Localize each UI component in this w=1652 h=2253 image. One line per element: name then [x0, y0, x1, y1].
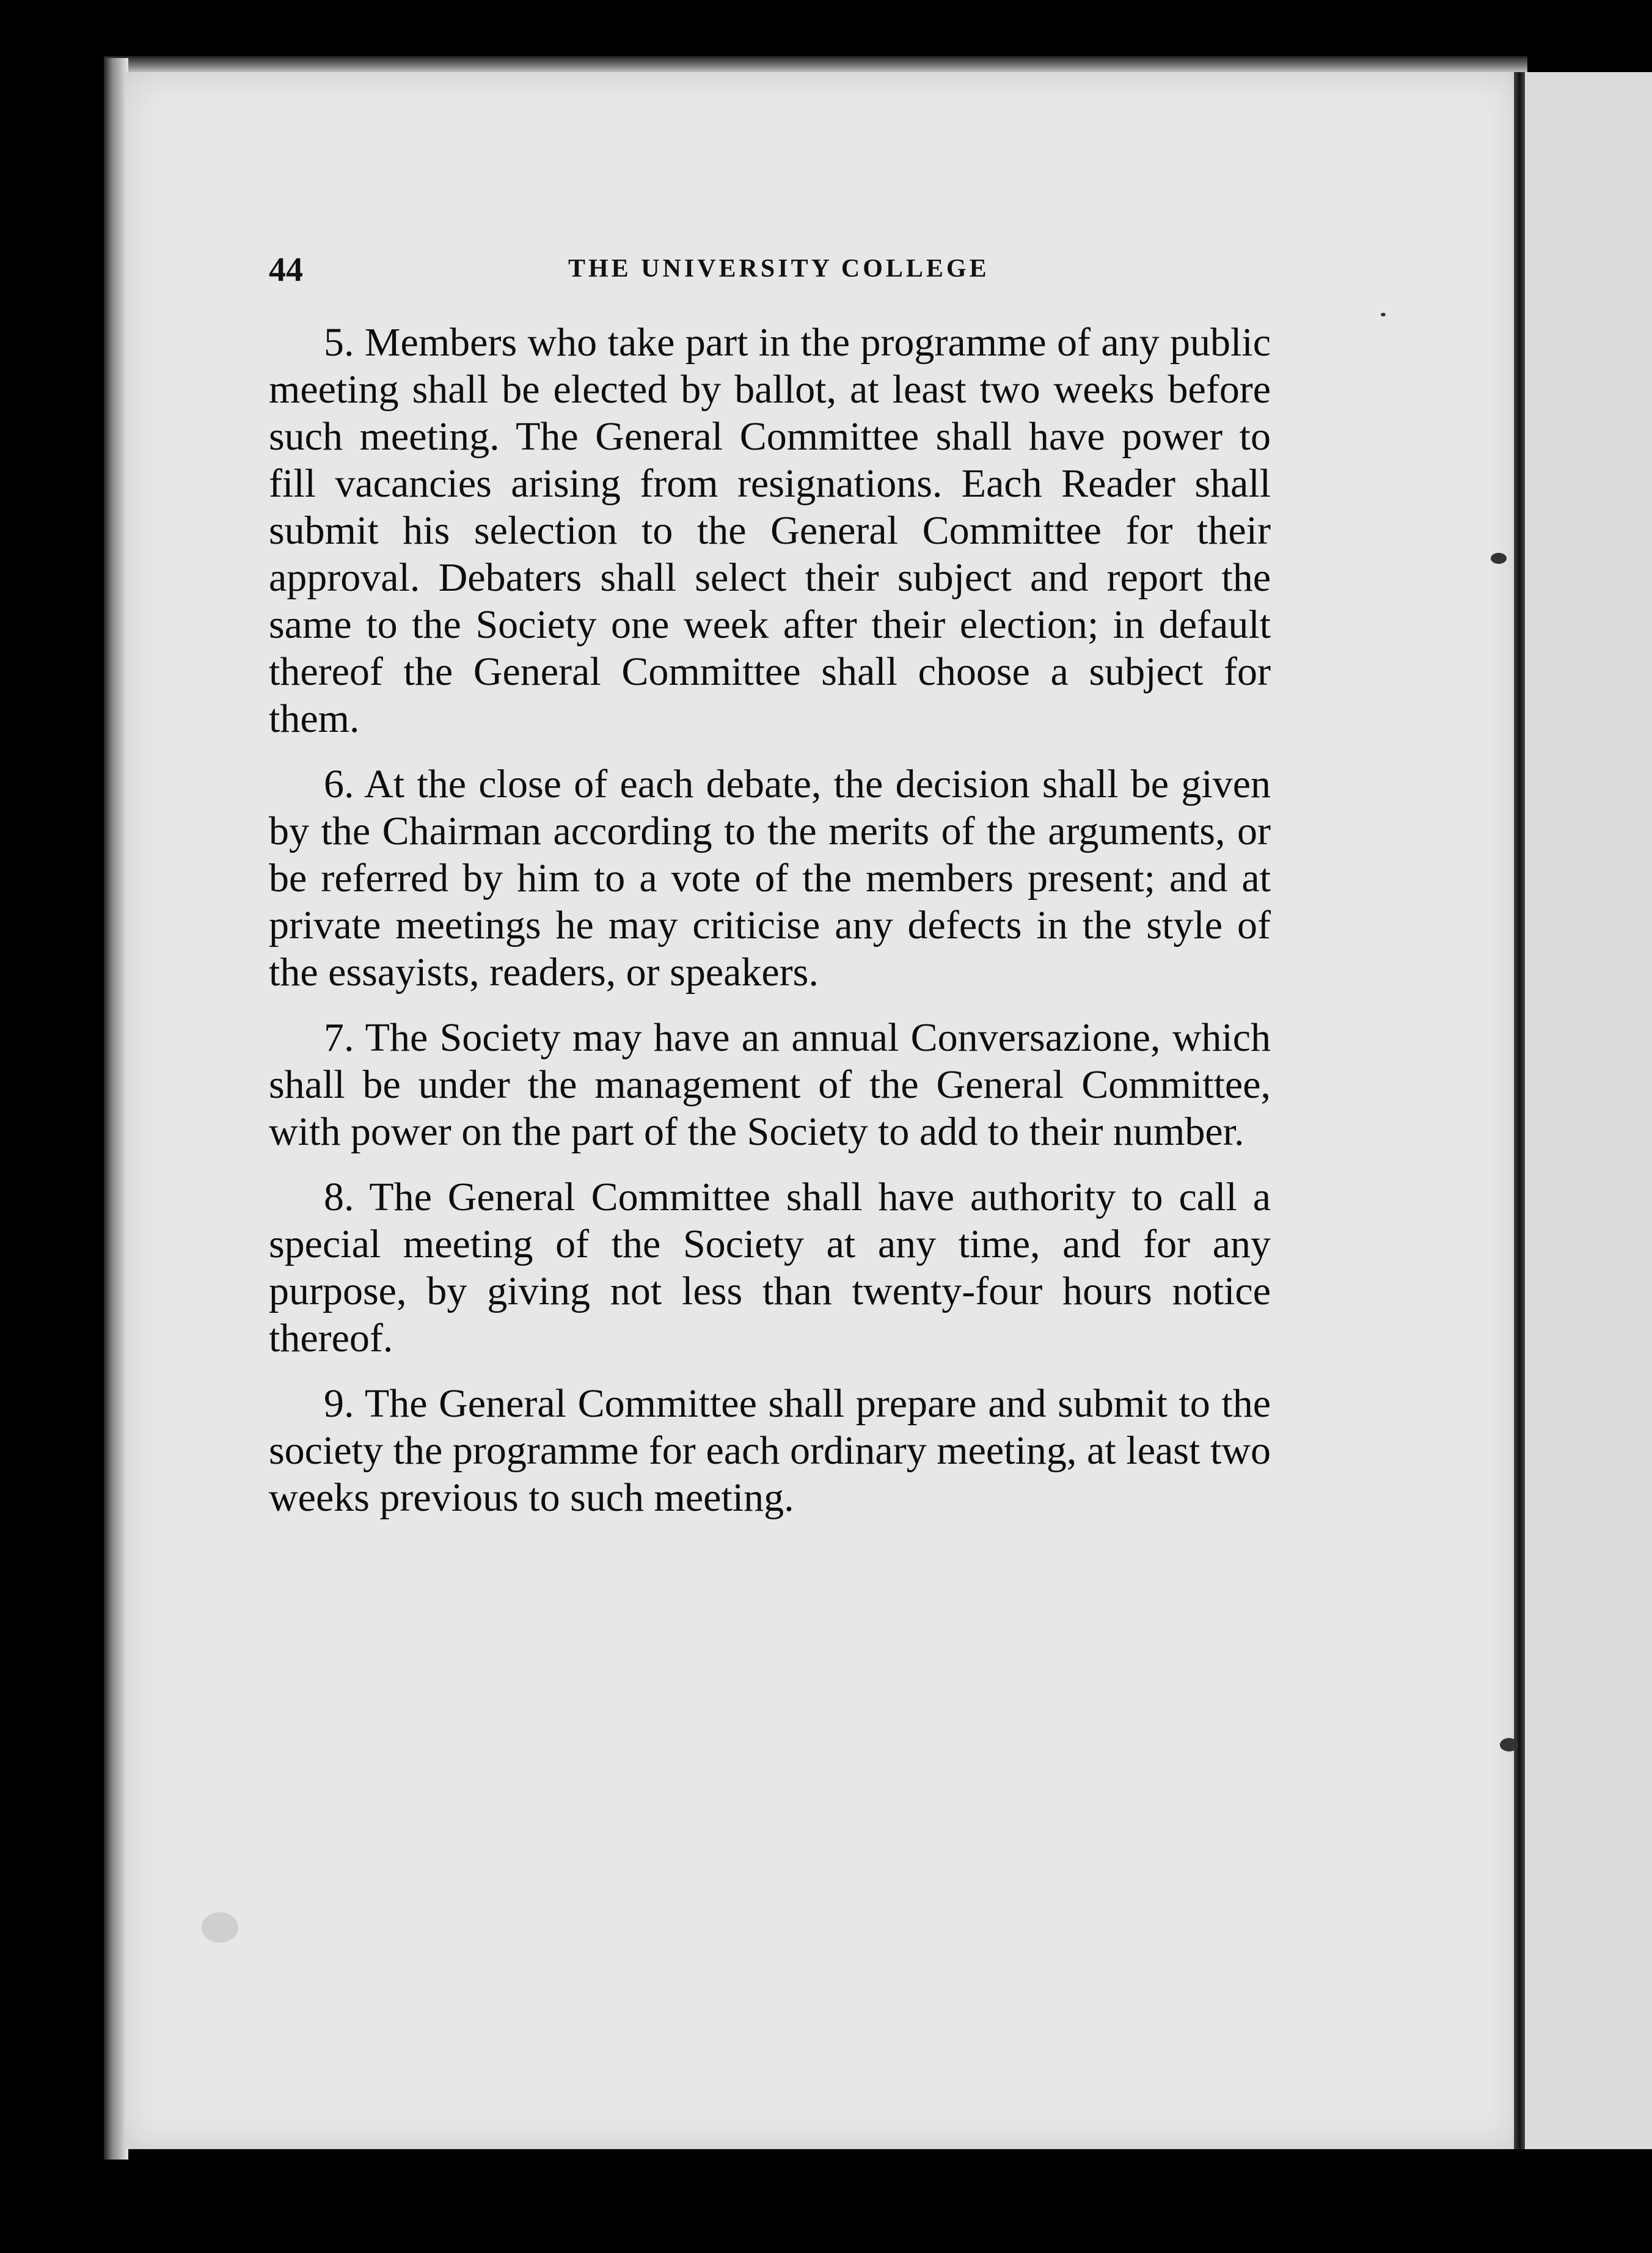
- rule-paragraph-8: 8. The General Committee shall have authority to call a special meeting of the Society at any time, and for any purpose, by giving not less than twenty-four hours notice thereof.: [269, 1175, 1271, 1360]
- scan-speck: [202, 1912, 238, 1943]
- page-number: 44: [269, 251, 303, 289]
- binding-gutter: [1514, 72, 1525, 2149]
- running-head: [269, 250, 1466, 287]
- scan-speck: [1381, 313, 1386, 316]
- rule-paragraph-5: 5. Members who take part in the programme of any public meeting shall be elected by ballot, at least two weeks before such meeting. The General Committee shall have power to fill vacancies arising from resignations. Each Reader shall submit his selection to the General Committee for their approval. Debaters shall select their subject and report the same to the Society one week after their election; in default thereof the General Committee shall choose a subject for them.: [269, 320, 1271, 741]
- running-head-title: THE UNIVERSITY COLLEGE: [568, 255, 990, 283]
- scan-speck: [1491, 553, 1507, 564]
- facing-page-strip: [1525, 72, 1652, 2149]
- page-left-edge: [104, 58, 128, 2160]
- rule-paragraph-7: 7. The Society may have an annual Conversazione, which shall be under the management of the General Committee, with power on the part of the Society to add to their number.: [269, 1015, 1271, 1154]
- rule-paragraph-9: 9. The General Committee shall prepare and submit to the society the programme for each ordinary meeting, at least two weeks previous to such meeting.: [269, 1381, 1271, 1520]
- scan-speck: [1500, 1738, 1518, 1751]
- rule-paragraph-6: 6. At the close of each debate, the decision shall be given by the Chairman according to the merits of the arguments, or be referred by him to a vote of the members present; and at private meetings he may criticise any defects in the style of the essayists, readers, or speakers.: [269, 762, 1271, 995]
- page-body: [269, 319, 1271, 1539]
